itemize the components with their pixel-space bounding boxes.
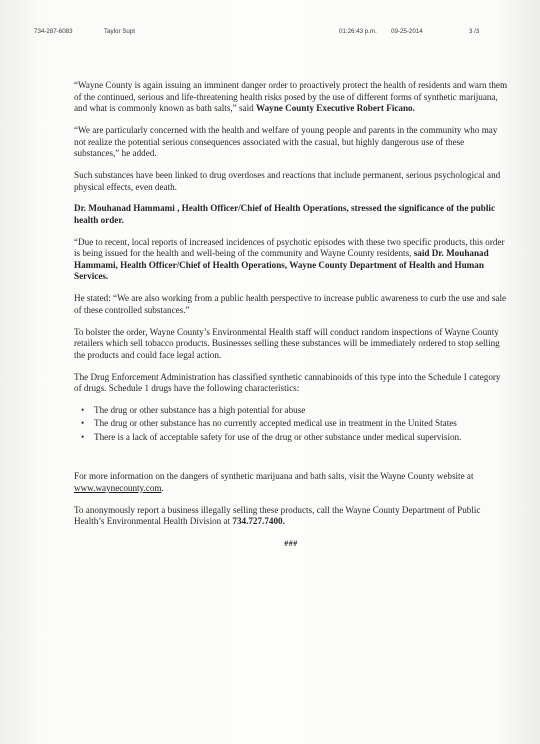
paragraph-6: He stated: “We are also working from a public health perspective to increase public awareness to curb the use and sale of these controlled substances.” <box>74 293 507 315</box>
paragraph-9-text: For more information on the dangers of synthetic marijuana and bath salts, visit the Wayne County website at <box>74 471 474 482</box>
paragraph-10-text: To anonymously report a business illegally selling these products, call the Wayne County Department of Public Health’s Environmental Health Division at <box>74 504 481 527</box>
paragraph-9 <box>74 471 508 494</box>
fax-time: 01:26:43 p.m. <box>339 28 377 35</box>
list-item: • The drug or other substance has a high potential for abuse <box>94 405 508 417</box>
paragraph-1-bold: Wayne County Executive Robert Ficano. <box>255 103 415 114</box>
paragraph-1 <box>74 80 508 115</box>
fax-sender-name: Taylor Supt <box>104 28 135 35</box>
paragraph-5 <box>74 237 508 283</box>
website-link[interactable]: www.waynecounty.com <box>74 482 162 493</box>
paragraph-5-text: “Due to recent, local reports of increased incidences of psychotic episodes with these two specific products, this order is being issued for the health and well-being of the community and Wayne County residents, <box>74 236 505 259</box>
paragraph-10 <box>74 505 508 528</box>
fax-header <box>0 28 540 38</box>
press-release-body <box>74 80 508 550</box>
list-item: • There is a lack of acceptable safety for use of the drug or other substance under medical supervision. <box>94 432 508 444</box>
paragraph-1-text: “Wayne County is again issuing an imminent danger order to proactively protect the health of residents and warn them of the continued, serious and life-threatening health risks posed by the use of different forms of synthetic marijuana, and what is commonly known as bath salts,” said <box>74 80 508 114</box>
paragraph-3: Such substances have been linked to drug overdoses and reactions that include permanent, serious psychological and physical effects, even death. <box>74 169 501 192</box>
list-item: • The drug or other substance has no currently accepted medical use in treatment in the United States <box>94 418 508 430</box>
paragraph-2: “We are particularly concerned with the health and welfare of young people and parents in the community who may not realize the potential serious consequences associated with the casual, but highly dangerous use of these substances,” he added. <box>74 124 498 159</box>
spacer <box>74 453 508 471</box>
phone-number: 734.727.7400. <box>232 516 285 527</box>
fax-date: 09-25-2014 <box>391 28 423 35</box>
schedule-characteristics-list <box>74 405 508 443</box>
paragraph-4: Dr. Mouhanad Hammami , Health Officer/Chief of Health Operations, stressed the significance of the public health order. <box>74 203 495 225</box>
fax-page-number: 3 /3 <box>469 28 480 35</box>
paragraph-9-end: . <box>161 482 164 493</box>
end-mark: ### <box>284 539 298 549</box>
paragraph-7: To bolster the order, Wayne County’s Environmental Health staff will conduct random inspections of Wayne County retailers which sell tobacco products. Businesses selling these substances will be immediately ordered to stop selling the products and could face legal action. <box>74 326 500 360</box>
paragraph-5-bold: said Dr. Mouhanad Hammami, Health Officer/Chief of Health Operations, Wayne County Department of Health and Human Services. <box>74 248 489 282</box>
paragraph-8: The Drug Enforcement Administration has classified synthetic cannabinoids of this type into the Schedule I category of drugs. Schedule 1 drugs have the following characteristics: <box>74 371 501 394</box>
fax-phone: 734-287-6083 <box>34 28 73 35</box>
